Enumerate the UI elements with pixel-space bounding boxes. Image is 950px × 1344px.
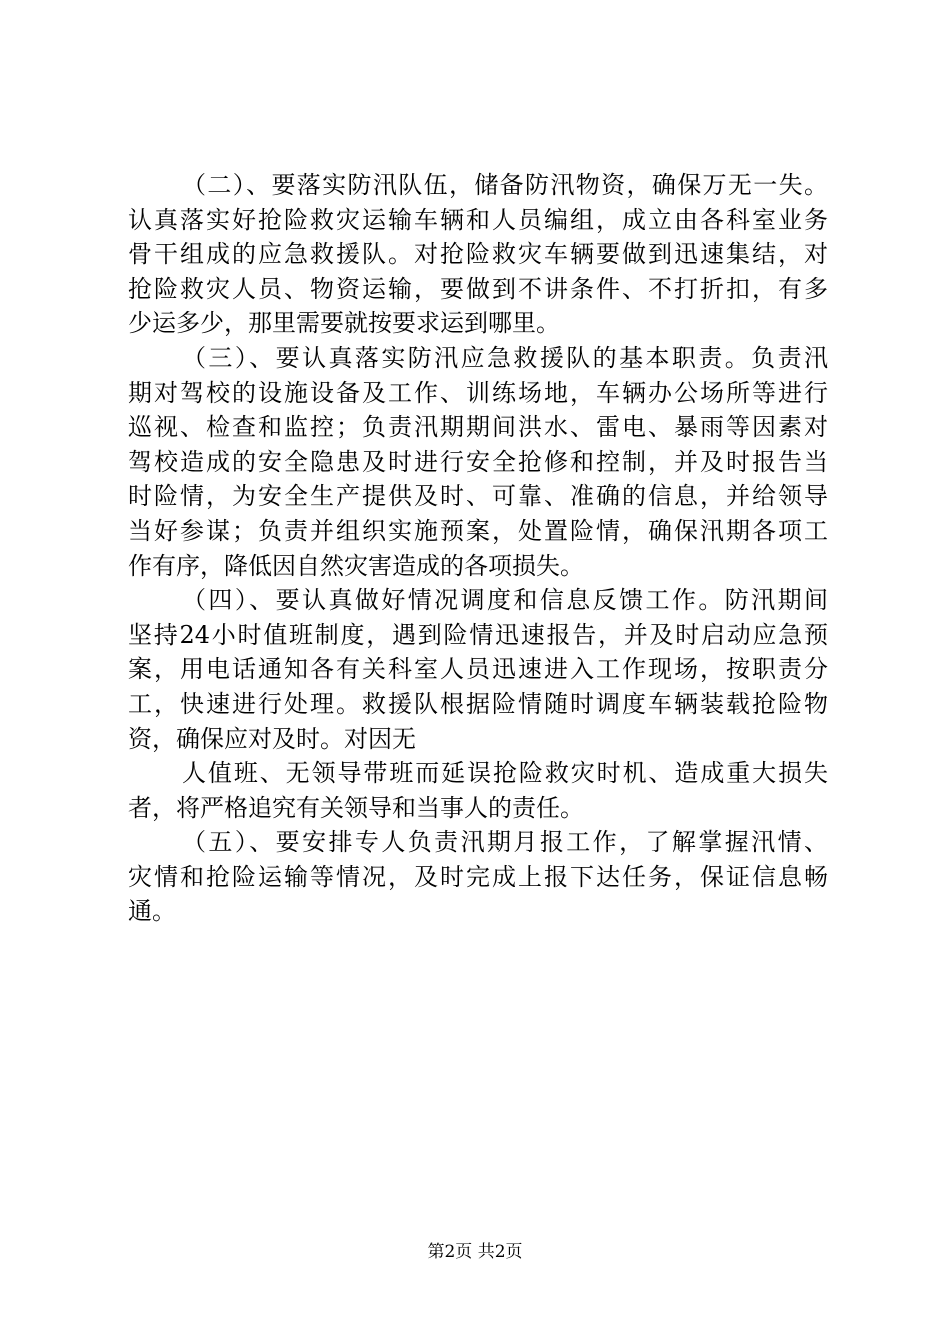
text-line: 案，用电话通知各有关科室人员迅速进入工作现场，按职责分 <box>128 655 828 684</box>
text-line: 期对驾校的设施设备及工作、训练场地，车辆办公场所等进行 <box>128 378 828 407</box>
text-line: 巡视、检查和监控；负责汛期期间洪水、雷电、暴雨等因素对 <box>128 413 828 442</box>
text-line: 灾情和抢险运输等情况，及时完成上报下达任务，保证信息畅 <box>128 862 828 891</box>
text-line: （四）、要认真做好情况调度和信息反馈工作。防汛期间 <box>182 586 828 615</box>
text-line: （二）、要落实防汛队伍，储备防汛物资，确保万无一失。 <box>182 171 828 199</box>
text-line: （三）、要认真落实防汛应急救援队的基本职责。负责汛 <box>182 343 828 372</box>
text-line: 认真落实好抢险救灾运输车辆和人员编组，成立由各科室业务 <box>128 205 828 234</box>
text-line: 通。 <box>128 897 176 926</box>
text-line: （五）、要安排专人负责汛期月报工作，了解掌握汛情、 <box>182 828 828 857</box>
text-line: 作有序，降低因自然灾害造成的各项损失。 <box>128 551 584 580</box>
text-line: 抢险救灾人员、物资运输，要做到不讲条件、不打折扣，有多 <box>128 274 828 303</box>
document-body <box>128 168 828 929</box>
text-line: 资，确保应对及时。对因无 <box>128 724 416 753</box>
text-line: 少运多少，那里需要就按要求运到哪里。 <box>128 309 560 338</box>
text-line: 坚持24小时值班制度，遇到险情迅速报告，并及时启动应急预 <box>128 620 828 649</box>
text-line: 者，将严格追究有关领导和当事人的责任。 <box>128 793 584 822</box>
text-line: 工，快速进行处理。救援队根据险情随时调度车辆装载抢险物 <box>128 689 828 718</box>
text-line: 当好参谋；负责并组织实施预案，处置险情，确保汛期各项工 <box>128 516 828 545</box>
text-line: 驾校造成的安全隐患及时进行安全抢修和控制，并及时报告当 <box>128 447 828 476</box>
page-footer: 第2页 共2页 <box>427 1242 523 1262</box>
text-line: 骨干组成的应急救援队。对抢险救灾车辆要做到迅速集结，对 <box>128 240 828 269</box>
text-line: 时险情，为安全生产提供及时、可靠、准确的信息，并给领导 <box>128 482 828 511</box>
text-line: 人值班、无领导带班而延误抢险救灾时机、造成重大损失 <box>182 759 828 788</box>
